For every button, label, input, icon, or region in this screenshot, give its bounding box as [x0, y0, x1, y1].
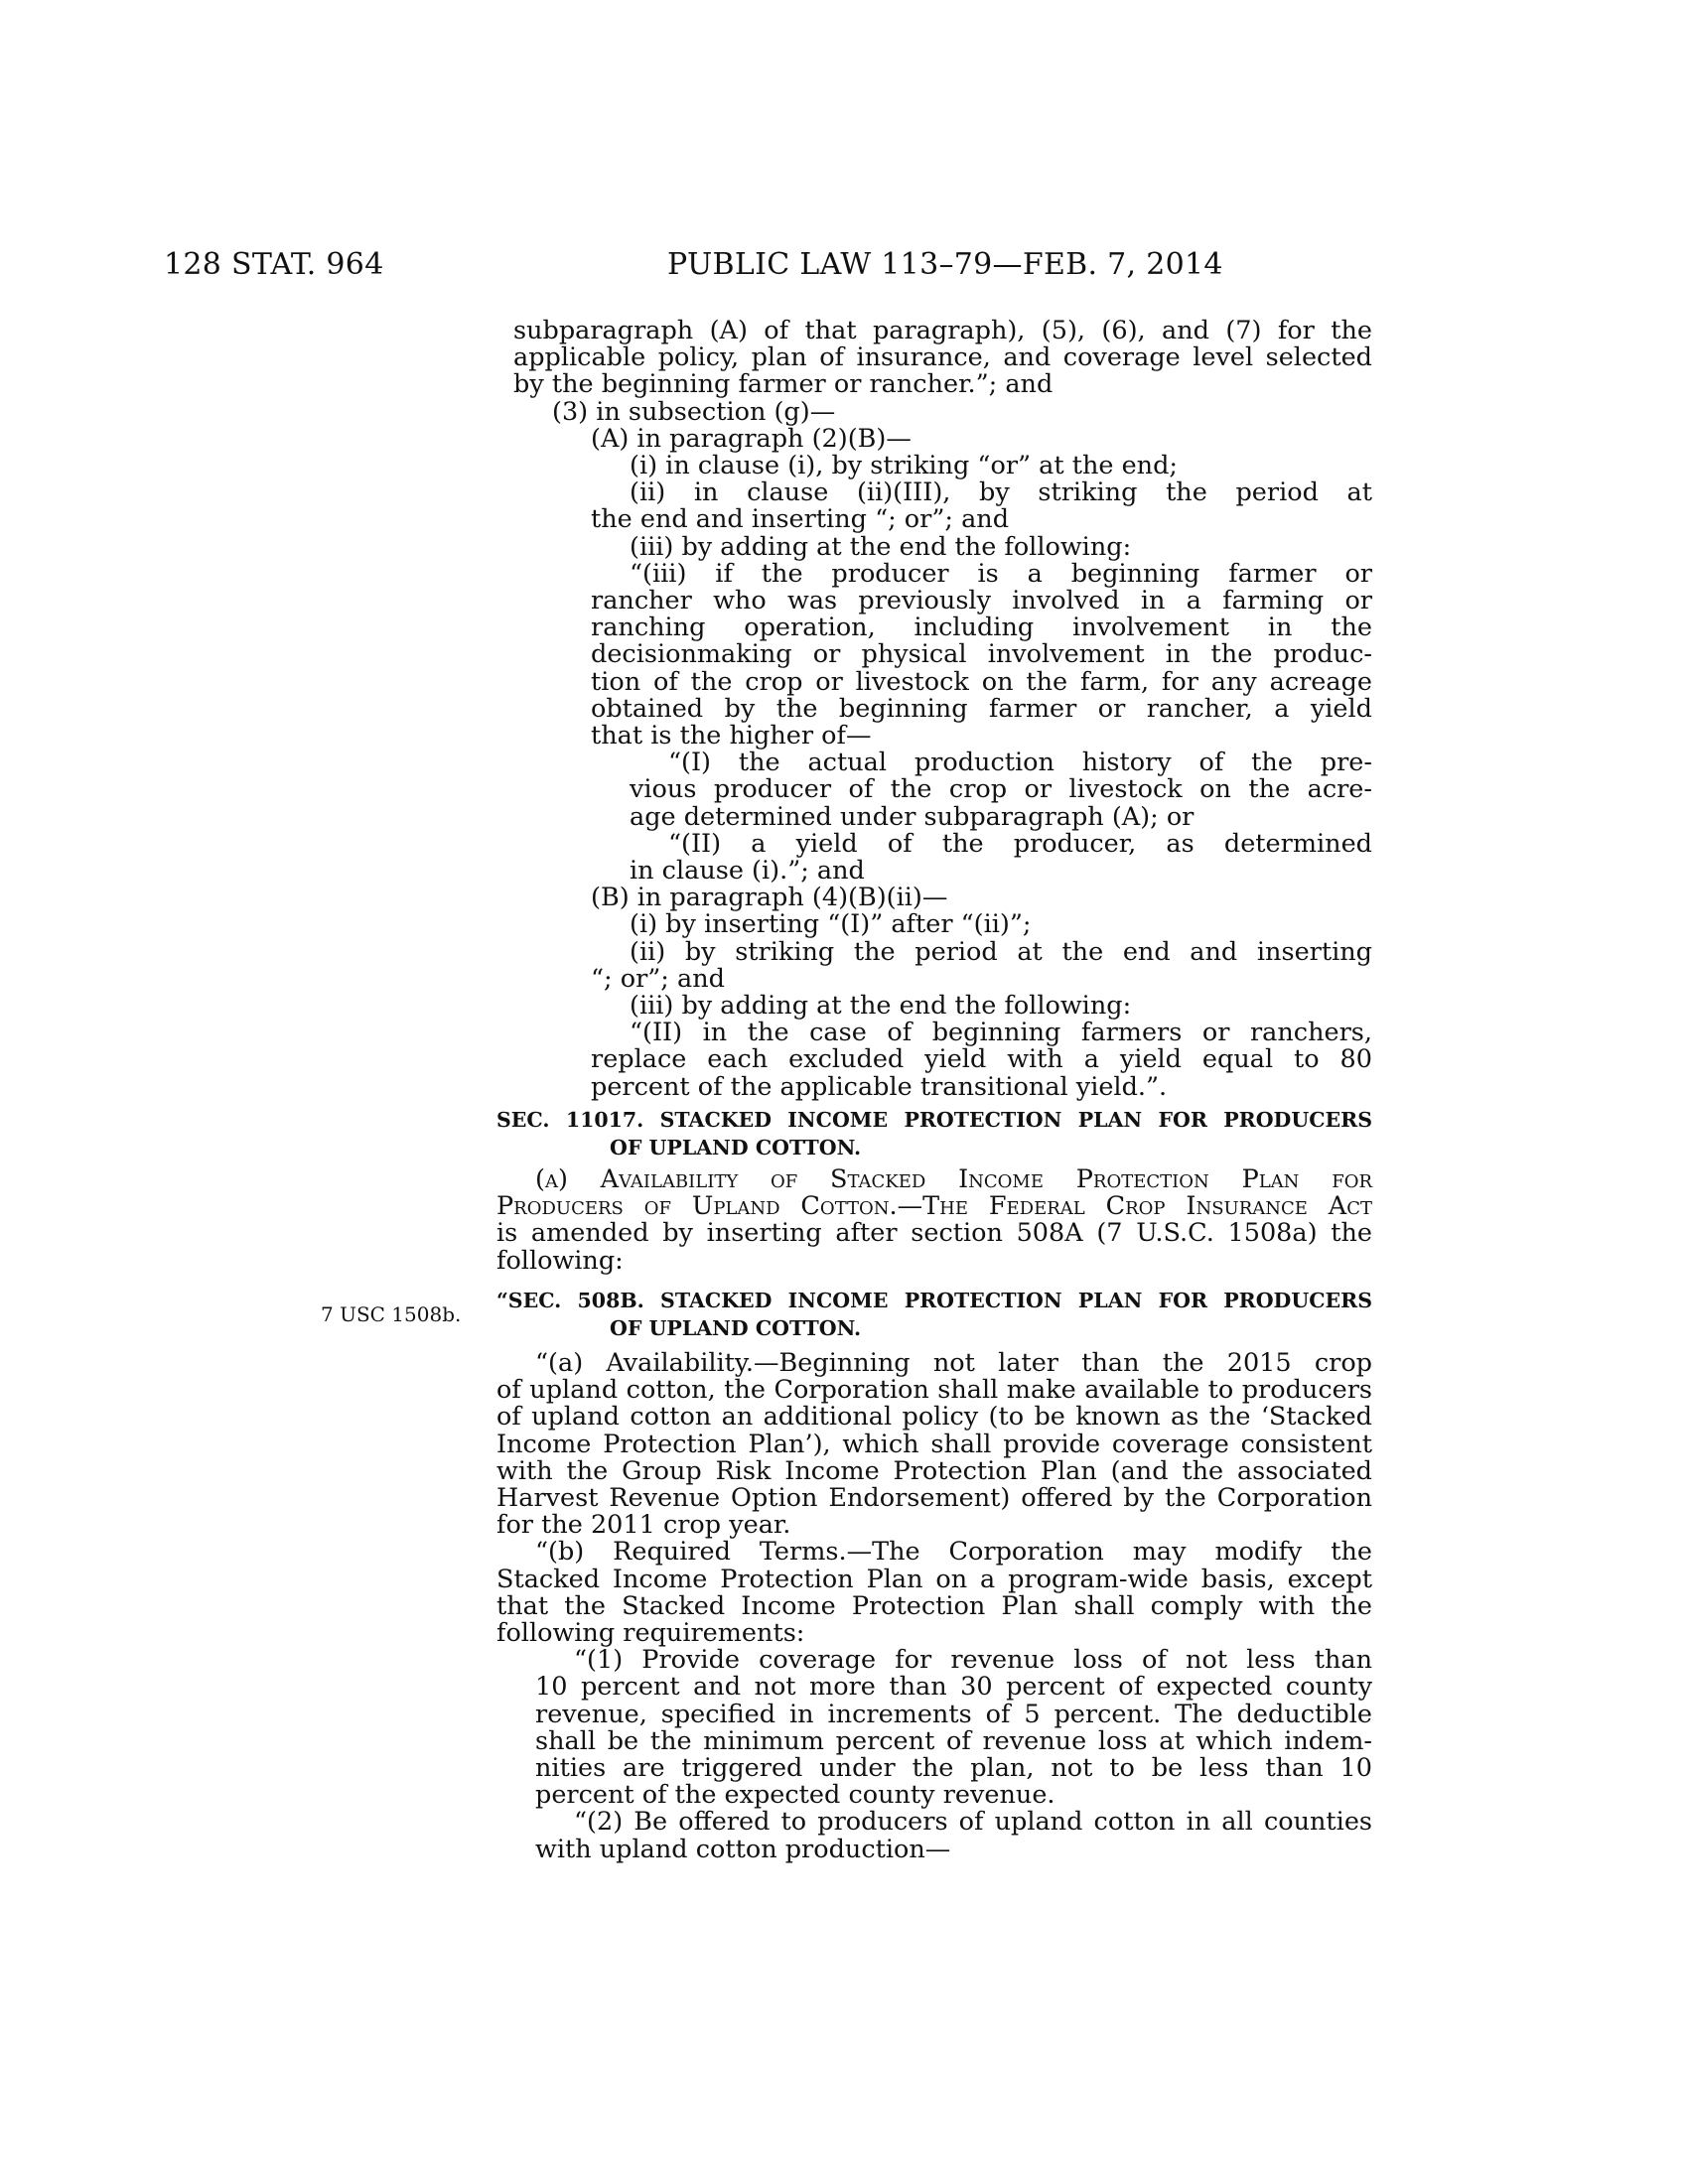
- text-line: percent of the applicable transitional yield.”.: [591, 1071, 1168, 1102]
- text-line: revenue, specified in increments of 5 percent. The deductible: [535, 1699, 1372, 1729]
- text-line: that the Stacked Income Protection Plan shall comply with the: [496, 1590, 1372, 1621]
- text-line: Stacked Income Protection Plan on a program-wide basis, except: [496, 1564, 1372, 1594]
- text-line: is amended by inserting after section 508A (7 U.S.C. 1508a) the: [496, 1218, 1372, 1249]
- text-line: the end and inserting “; or”; and: [591, 504, 1010, 535]
- text-line: “(II) a yield of the producer, as determined: [668, 828, 1372, 859]
- text-line: 10 percent and not more than 30 percent of expected county: [535, 1672, 1372, 1703]
- section-heading-line: OF UPLAND COTTON.: [610, 1316, 862, 1340]
- text-line: (i) by inserting “(I)” after “(ii)”;: [630, 909, 1032, 940]
- text-line: by the beginning farmer or rancher.”; and: [513, 369, 1054, 400]
- text-line: nities are triggered under the plan, not to be less than 10: [535, 1753, 1372, 1784]
- text-line: for the 2011 crop year.: [496, 1510, 791, 1541]
- text-line: “(I) the actual production history of the pre-: [668, 748, 1372, 778]
- text-line: (iii) by adding at the end the following:: [630, 531, 1132, 562]
- text-line: “(iii) if the producer is a beginning farmer or: [630, 558, 1372, 589]
- text-line: [496, 1193, 1372, 1220]
- section-11017-heading: [496, 1106, 1372, 1161]
- text-line: applicable policy, plan of insurance, and coverage level selected: [513, 342, 1372, 373]
- text-line: (i) in clause (i), by striking “or” at the end;: [630, 451, 1178, 481]
- text-line: rancher who was previously involved in a farming or: [591, 586, 1372, 616]
- text-line: vious producer of the crop or livestock on the acre-: [630, 774, 1372, 805]
- law-title-header: PUBLIC LAW 113–79—FEB. 7, 2014: [667, 247, 1223, 282]
- text-line: decisionmaking or physical involvement in the produc-: [591, 639, 1372, 670]
- text-line: in clause (i).”; and: [630, 856, 865, 887]
- text-line: with the Group Risk Income Protection Plan (and the associated: [496, 1455, 1372, 1486]
- subsection-a-text: [496, 1166, 1372, 1275]
- text-line: (ii) by striking the period at the end and inserting: [630, 936, 1372, 967]
- text-line: obtained by the beginning farmer or rancher, a yield: [591, 693, 1372, 724]
- text-line: (a) Availability of Stacked Income Protection Plan for: [535, 1164, 1372, 1194]
- text-line: “(a) Availability.—Beginning not later than the 2015 crop: [535, 1348, 1372, 1378]
- text-line: following requirements:: [496, 1618, 805, 1649]
- text-line: ranching operation, including involvement in the: [591, 613, 1372, 643]
- text-line: that is the higher of—: [591, 721, 872, 751]
- text-line: (iii) by adding at the end the following:: [630, 991, 1132, 1022]
- section-heading-line: SEC. 11017. STACKED INCOME PROTECTION PLAN FOR PRODUCERS: [496, 1108, 1372, 1132]
- section-heading-line: OF UPLAND COTTON.: [610, 1136, 862, 1160]
- text-line: percent of the expected county revenue.: [535, 1780, 1055, 1811]
- text-line: (3) in subsection (g)—: [552, 396, 836, 427]
- text-line: Income Protection Plan’), which shall provide coverage consistent: [496, 1429, 1372, 1459]
- text-line: Harvest Revenue Option Endorsement) offered by the Corporation: [496, 1483, 1372, 1514]
- amendment-text-block: [513, 318, 1372, 1101]
- text-line: (B) in paragraph (4)(B)(ii)—: [591, 883, 948, 913]
- section-508b-text: [496, 1350, 1372, 1863]
- text-line: tion of the crop or livestock on the farm, for any acreage: [591, 666, 1372, 697]
- text-line: of upland cotton an additional policy (to be known as the ‘Stacked: [496, 1402, 1372, 1433]
- section-heading-line: “SEC. 508B. STACKED INCOME PROTECTION PLAN FOR PRODUCERS: [496, 1289, 1372, 1312]
- subsection-caption: Producers of Upland Cotton.—The Federal Crop Insurance Act: [496, 1191, 1372, 1222]
- text-line: “(II) in the case of beginning farmers or ranchers,: [630, 1018, 1372, 1048]
- text-line: “; or”; and: [591, 963, 725, 994]
- text-line: of upland cotton, the Corporation shall make available to producers: [496, 1375, 1372, 1406]
- stat-page-reference: 128 STAT. 964: [164, 247, 384, 282]
- section-508b-heading: [496, 1287, 1372, 1342]
- text-line: following:: [496, 1245, 624, 1276]
- text-line: “(1) Provide coverage for revenue loss of not less than: [574, 1645, 1372, 1676]
- text-line: “(2) Be offered to producers of upland cotton in all counties: [574, 1807, 1372, 1838]
- text-line: replace each excluded yield with a yield equal to 80: [591, 1044, 1372, 1075]
- text-line: (A) in paragraph (2)(B)—: [591, 423, 912, 454]
- text-line: with upland cotton production—: [535, 1834, 951, 1864]
- text-line: “(b) Required Terms.—The Corporation may modify the: [535, 1537, 1372, 1568]
- text-line: age determined under subparagraph (A); or: [630, 801, 1195, 832]
- text-line: (ii) in clause (ii)(III), by striking the period at: [630, 478, 1372, 508]
- text-line: shall be the minimum percent of revenue loss at which indem-: [535, 1725, 1372, 1756]
- usc-margin-note: 7 USC 1508b.: [321, 1302, 462, 1326]
- text-line: subparagraph (A) of that paragraph), (5), (6), and (7) for the: [513, 316, 1372, 345]
